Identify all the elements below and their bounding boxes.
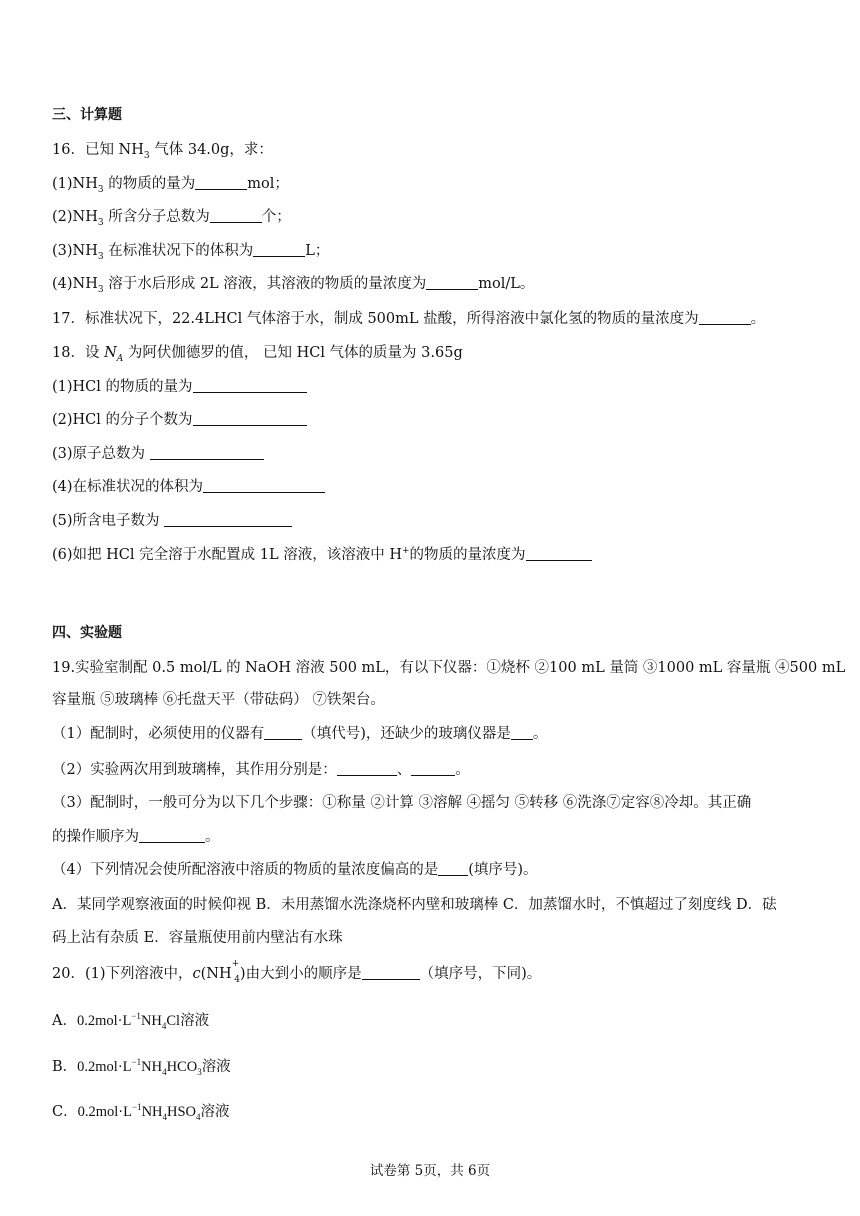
q20-c-symbol: c (192, 966, 201, 982)
q16-p2-mid: 所含分子总数为 (103, 209, 210, 225)
q19-sub3-line1: （3）配制时，一般可分为以下几个步骤：①称量 ②计算 ③溶解 ④摇匀 ⑤转移 ⑥洗涤⑦定容⑧冷却。其正确 (52, 795, 752, 811)
q16-p1-post: mol； (247, 176, 289, 192)
q20-option-c-formula: $0.2mol\cdot L^{-1}NH_4HSO_4$ (77, 1102, 201, 1122)
q16-part3 (52, 242, 329, 260)
q19-options-line2: 码上沾有杂质 E．容量瓶使用前内壁沾有水珠 (52, 930, 343, 946)
q19-s1-blank-a[interactable] (264, 725, 302, 740)
q16-p3-post: L； (305, 243, 330, 259)
q19-sub1 (52, 725, 547, 743)
q20-option-a-label: A． (52, 1013, 77, 1029)
q19-s4-post: (填序号)。 (468, 862, 538, 878)
q19-s1-mid: （填代号)，还缺少的玻璃仪器是 (302, 726, 511, 742)
q18-p4-answer-blank[interactable] (203, 478, 325, 493)
q18-avogadro-symbol: N (104, 345, 117, 361)
q16-stem-post: 气体 34.0g，求： (149, 142, 273, 158)
section-title-experiment: 四、实验题 (52, 625, 122, 641)
q18-part4 (52, 478, 325, 496)
q16-p2-sub: 3 (97, 217, 104, 228)
q18-p6-pre: (6)如把 HCl 完全溶于水配置成 1L 溶液，该溶液中 H (52, 547, 402, 563)
q16-p3-pre: (3)NH (52, 243, 98, 259)
q18-stem-post: 为阿伏伽德罗的值， 已知 HCl 气体的质量为 3.65g (123, 345, 463, 361)
q16-p4-mid: 溶于水后形成 2L 溶液，其溶液的物质的量浓度为 (103, 276, 427, 292)
q18-stem (52, 344, 463, 362)
q17-text: 17．标准状况下，22.4LHCl 气体溶于水，制成 500mL 盐酸，所得溶液中氯化氢的物质的量浓度为 (52, 311, 699, 327)
q16-p1-answer-blank[interactable] (195, 175, 247, 190)
q18-p5-text: (5)所含电子数为 (52, 513, 165, 529)
q16-stem (52, 141, 273, 159)
q18-part1 (52, 378, 307, 396)
q19-s3-post: 。 (205, 829, 220, 845)
q20-answer-blank[interactable] (362, 965, 420, 980)
q18-part3 (52, 445, 264, 463)
q18-p3-text: (3)原子总数为 (52, 446, 150, 462)
q19-options-line1: A．某同学观察液面的时候仰视 B．未用蒸馏水洗涤烧杯内壁和玻璃棒 C．加蒸馏水时，不慎超过了刻度线 D．砝 (52, 897, 777, 913)
q18-part6 (52, 546, 592, 564)
page-footer: 试卷第 5页，共 6页 (369, 1163, 491, 1179)
q20-option-b-label: B． (52, 1059, 78, 1075)
q19-s2-post: 。 (455, 762, 470, 778)
q19-s1-pre: （1）配制时，必须使用的仪器有 (52, 726, 265, 742)
q19-s4-pre: （4）下列情况会使所配溶液中溶质的物质的量浓度偏高的是 (52, 862, 439, 878)
q20-option-b (52, 1058, 231, 1076)
q18-p4-text: (4)在标准状况的体积为 (52, 479, 204, 495)
q16-p2-pre: (2)NH (52, 209, 98, 225)
q16-p4-answer-blank[interactable] (426, 275, 478, 290)
q16-part4 (52, 275, 534, 293)
q18-part5 (52, 512, 292, 530)
q18-part2 (52, 411, 307, 429)
q16-p4-pre: (4)NH (52, 276, 98, 292)
q20-option-c-label: C． (52, 1104, 78, 1120)
q18-p5-answer-blank[interactable] (164, 512, 292, 527)
q19-s1-blank-b[interactable] (511, 725, 533, 740)
q16-stem-sub: 3 (143, 150, 150, 161)
q19-s2-blank-b[interactable] (411, 761, 455, 776)
q18-p1-answer-blank[interactable] (193, 378, 307, 393)
q18-stem-pre: 18．设 (52, 345, 105, 361)
q20-option-b-word: 溶液 (201, 1059, 231, 1075)
q18-p2-answer-blank[interactable] (193, 411, 307, 426)
q20-stem-pre: 20．(1)下列溶液中， (52, 966, 193, 982)
q20-option-a-word: 溶液 (180, 1013, 210, 1029)
q18-p2-text: (2)HCl 的分子个数为 (52, 412, 193, 428)
q20-ion-base: NH (206, 966, 232, 982)
q18-p6-answer-blank[interactable] (526, 546, 592, 561)
section-title-calc: 三、计算题 (52, 107, 122, 123)
q19-sub3-line2 (52, 828, 220, 846)
q20-stem-post: （填序号，下同)。 (419, 966, 542, 982)
q16-p2-post: 个； (261, 209, 291, 225)
q20-option-a (52, 1012, 209, 1030)
q16-p2-answer-blank[interactable] (210, 208, 262, 223)
q16-p4-post: mol/L。 (478, 276, 535, 292)
q16-p1-mid: 的物质的量为 (103, 176, 196, 192)
q16-p3-mid: 在标准状况下的体积为 (103, 243, 254, 259)
q18-avogadro-sub: A (116, 353, 124, 364)
q20-ion-sub: 4 (234, 974, 240, 985)
q19-s2-mid: 、 (396, 762, 412, 778)
q19-line1: 19.实验室制配 0.5 mol/L 的 NaOH 溶液 500 mL，有以下仪器：①烧杯 ②100 mL 量筒 ③1000 mL 容量瓶 ④500 mL (52, 660, 846, 676)
q20-option-c-word: 溶液 (200, 1104, 230, 1120)
q17-answer-blank[interactable] (699, 310, 751, 325)
q19-s2-pre: （2）实验两次用到玻璃棒，其作用分别是： (52, 762, 337, 778)
q18-p1-text: (1)HCl 的物质的量为 (52, 379, 193, 395)
q19-sub2 (52, 761, 470, 779)
q20-ion-charge: + (231, 959, 240, 970)
q16-stem-pre: 16．已知 NH (52, 142, 144, 158)
q19-line2: 容量瓶 ⑤玻璃棒 ⑥托盘天平（带砝码） ⑦铁架台。 (52, 692, 385, 708)
q16-part1 (52, 175, 289, 193)
q20-option-a-formula: $0.2mol\cdot L^{-1}NH_4Cl$ (76, 1011, 181, 1031)
q17-stem (52, 310, 765, 328)
q20-option-b-formula: $0.2mol\cdot L^{-1}NH_4HCO_3$ (77, 1057, 202, 1077)
q16-part2 (52, 208, 291, 226)
q20-stem-mid: 由大到小的顺序是 (245, 966, 362, 982)
q19-s3-blank[interactable] (139, 828, 205, 843)
q16-p3-answer-blank[interactable] (253, 242, 305, 257)
q17-post: 。 (750, 311, 766, 327)
q18-p6-post: 的物质的量浓度为 (409, 547, 526, 563)
q19-sub4 (52, 861, 538, 879)
q19-s3-pre: 的操作顺序为 (52, 829, 139, 845)
q19-s2-blank-a[interactable] (337, 761, 397, 776)
q19-s1-post: 。 (532, 726, 548, 742)
q16-p4-sub: 3 (97, 284, 104, 295)
q16-p3-sub: 3 (97, 251, 104, 262)
q18-p3-answer-blank[interactable] (150, 445, 264, 460)
q20-stem: 20．(1)下列溶液中，$c(NH^+_4)$由大到小的顺序是 （填序号，下同)。 (52, 959, 542, 985)
q19-s4-blank[interactable] (438, 861, 468, 876)
q20-option-c (52, 1103, 230, 1121)
q18-p6-sup: + (401, 546, 410, 557)
q16-p1-sub: 3 (97, 184, 104, 195)
q16-p1-pre: (1)NH (52, 176, 98, 192)
